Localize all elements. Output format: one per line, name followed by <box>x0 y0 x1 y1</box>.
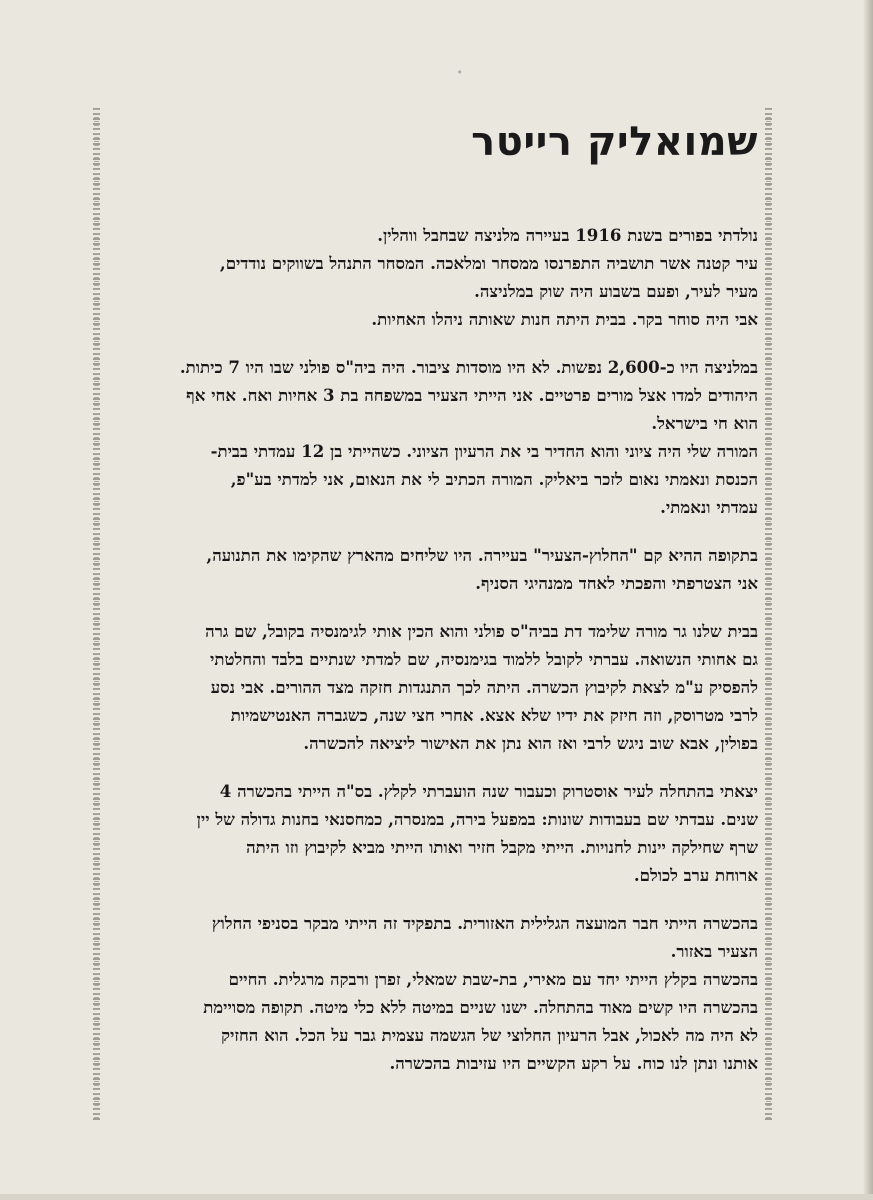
text-line: נולדתי בפורים בשנת 1916 בעיירה מלניצה שבחבל ווהלין. <box>377 225 758 245</box>
text-line: שנים. עבדתי שם בעבודות שונות: במפעל בירה, במנסרה, כמחסנאי בחנות גדולה של יין <box>196 809 758 829</box>
text-line: בתקופה ההיא קם "החלוץ-הצעיר" בעיירה. היו שליחים מהארץ שהקימו את התנועה, <box>206 545 758 565</box>
right-decorative-border <box>765 108 772 1120</box>
text-line: לא היה מה לאכול, אבל הרעיון החלוצי של הגשמה עצמית גבר על הכל. הוא החזיק <box>221 1025 758 1045</box>
scan-bottom-edge <box>0 1194 873 1200</box>
paragraph-5 <box>108 777 758 889</box>
text-line: אותנו ונתן לנו כוח. על רקע הקשיים היו עזיבות בהכשרה. <box>389 1053 758 1073</box>
text-line: בבית שלנו גר מורה שלימד דת בביה"ס פולני והוא הכין אותי לגימנסיה בקובל, שם גרה <box>205 621 758 641</box>
text-line: ארוחת ערב לכולם. <box>633 865 758 885</box>
text-line: גם אחותי הנשואה. עברתי לקובל ללמוד בגימנסיה, שם למדתי שנתיים בלבד והחלטתי <box>210 649 758 669</box>
scan-edge-shadow <box>863 0 873 1200</box>
text-line: בהכשרה הייתי חבר המועצה הגלילית האזורית. בתפקיד זה הייתי מבקר בסניפי החלוץ <box>211 913 758 933</box>
left-decorative-border <box>93 108 100 1120</box>
text-line: היהודים למדו אצל מורים פרטיים. אני הייתי הצעיר במשפחה בת 3 אחיות ואח. אחי אף <box>186 385 758 405</box>
text-line: במלניצה היו כ-2,600 נפשות. לא היו מוסדות ציבור. היה ביה"ס פולני שבו היו 7 כיתות. <box>179 357 758 377</box>
page-title: שמואליק רייטר <box>471 119 758 165</box>
text-line: להפסיק ע"מ לצאת לקיבוץ הכשרה. היתה לכך התנגדות חזקה מצד ההורים. אבי נסע <box>210 677 758 697</box>
paragraph-3 <box>108 541 758 597</box>
text-line: מעיר לעיר, ופעם בשבוע היה שוק במלניצה. <box>474 281 758 301</box>
paragraph-2 <box>108 353 758 521</box>
text-line: בפולין, אבא שוב ניגש לרבי ואז הוא נתן את האישור ליציאה להכשרה. <box>303 733 758 753</box>
document-content <box>108 118 758 1097</box>
text-line: לרבי מטרוסק, וזה חיזק את ידיו שלא אצא. אחרי חצי שנה, כשגברה האנטישמיות <box>230 705 758 725</box>
text-line: עיר קטנה אשר תושביה התפרנסו ממסחר ומלאכה. המסחר התנהל בשווקים נודדים, <box>219 253 758 273</box>
text-line: אבי היה סוחר בקר. בבית היתה חנות שאותה ניהלו האחיות. <box>371 309 758 329</box>
text-line: הוא חי בישראל. <box>651 413 758 433</box>
paragraph-1 <box>108 221 758 333</box>
text-line: עמדתי ונאמתי. <box>660 497 758 517</box>
text-line: המורה שלי היה ציוני והוא החדיר בי את הרעיון הציוני. כשהייתי בן 12 עמדתי בבית- <box>210 441 758 461</box>
paragraph-6 <box>108 909 758 1077</box>
text-line: הצעיר באזור. <box>670 941 758 961</box>
document-body <box>108 221 758 1077</box>
text-line: אני הצטרפתי והפכתי לאחד ממנהיגי הסניף. <box>475 573 758 593</box>
text-line: הכנסת ונאמתי נאום לזכר ביאליק. המורה הכתיב לי את הנאום, אני למדתי בע"פ, <box>230 469 758 489</box>
text-line: בהכשרה היו קשים מאוד בהתחלה. ישנו שניים במיטה ללא כלי מיטה. תקופה מסויימת <box>203 997 758 1017</box>
ink-mark: • <box>456 66 463 79</box>
paragraph-4 <box>108 617 758 757</box>
text-line: שרף שחילקה יינות לחנויות. הייתי מקבל חזיר ואותו הייתי מביא לקיבוץ וזו היתה <box>246 837 758 857</box>
text-line: בהכשרה בקלץ הייתי יחד עם מאירי, בת-שבת שמאלי, זפרן ורבקה מרגלית. החיים <box>228 969 758 989</box>
text-line: יצאתי בהתחלה לעיר אוסטרוק וכעבור שנה הועברתי לקלץ. בס"ה הייתי בהכשרה 4 <box>219 781 758 801</box>
